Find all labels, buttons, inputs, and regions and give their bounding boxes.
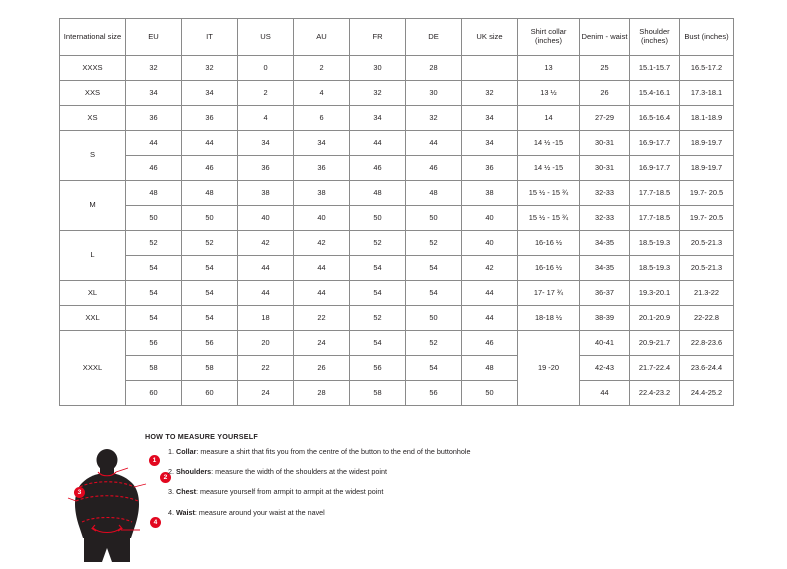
table-cell: 25	[580, 56, 630, 81]
table-cell: 34-35	[580, 231, 630, 256]
table-cell: 56	[406, 381, 462, 406]
table-cell: 52	[350, 306, 406, 331]
size-label-cell: XL	[60, 281, 126, 306]
table-cell: 18-18 ½	[518, 306, 580, 331]
table-cell: 48	[406, 181, 462, 206]
table-cell: 6	[294, 106, 350, 131]
table-cell: 18.1-18.9	[680, 106, 734, 131]
table-cell: 2	[238, 81, 294, 106]
table-cell: 24	[294, 331, 350, 356]
table-cell: 32-33	[580, 206, 630, 231]
table-cell: 16-16 ½	[518, 231, 580, 256]
table-cell: 18.9-19.7	[680, 131, 734, 156]
table-cell: 38	[462, 181, 518, 206]
table-cell: 19.7- 20.5	[680, 181, 734, 206]
table-row	[60, 381, 734, 406]
table-cell: 32	[406, 106, 462, 131]
table-cell: 16.9-17.7	[630, 156, 680, 181]
measure-instructions	[168, 447, 638, 528]
table-row	[60, 181, 734, 206]
table-cell: 54	[182, 281, 238, 306]
size-label-cell: XXXL	[60, 331, 126, 406]
table-cell: 36	[182, 106, 238, 131]
table-cell: 34	[462, 131, 518, 156]
table-cell: 44	[238, 256, 294, 281]
table-cell: 16.5-17.2	[680, 56, 734, 81]
instruction-term: Collar	[176, 447, 197, 456]
table-cell: 22	[294, 306, 350, 331]
table-cell: 34	[238, 131, 294, 156]
table-cell: 54	[350, 331, 406, 356]
table-cell: 36	[294, 156, 350, 181]
body-diagram	[60, 446, 180, 564]
table-cell: 48	[126, 181, 182, 206]
table-cell: 34	[126, 81, 182, 106]
column-header: Shoulder (inches)	[630, 19, 680, 56]
table-cell: 27-29	[580, 106, 630, 131]
size-label-cell: S	[60, 131, 126, 181]
table-cell: 17.7-18.5	[630, 181, 680, 206]
table-cell: 30	[350, 56, 406, 81]
table-cell: 52	[126, 231, 182, 256]
table-cell: 20.5-21.3	[680, 231, 734, 256]
table-cell: 34	[462, 106, 518, 131]
table-cell: 50	[350, 206, 406, 231]
column-header: Bust (inches)	[680, 19, 734, 56]
table-row	[60, 256, 734, 281]
size-table	[59, 18, 734, 406]
table-cell: 40	[294, 206, 350, 231]
table-cell: 22.4-23.2	[630, 381, 680, 406]
table-cell: 48	[182, 181, 238, 206]
table-cell: 20.5-21.3	[680, 256, 734, 281]
table-cell: 32	[350, 81, 406, 106]
table-row	[60, 106, 734, 131]
table-cell: 44	[126, 131, 182, 156]
table-cell: 30	[406, 81, 462, 106]
table-cell: 44	[462, 281, 518, 306]
table-cell: 44	[182, 131, 238, 156]
column-header: International size	[60, 19, 126, 56]
table-cell: 54	[126, 281, 182, 306]
table-cell: 13	[518, 56, 580, 81]
instruction-text: : measure a shirt that fits you from the centre of the button to the end of the buttonhole	[196, 447, 471, 456]
table-row	[60, 356, 734, 381]
table-cell: 54	[406, 356, 462, 381]
table-header-row	[60, 19, 734, 56]
size-label-cell: M	[60, 181, 126, 231]
table-cell: 24	[238, 381, 294, 406]
table-row	[60, 306, 734, 331]
table-cell: 46	[350, 156, 406, 181]
table-cell: 54	[126, 256, 182, 281]
table-cell: 4	[294, 81, 350, 106]
table-cell: 17- 17 ¾	[518, 281, 580, 306]
table-cell: 20.9-21.7	[630, 331, 680, 356]
table-cell: 14 ½ -15	[518, 156, 580, 181]
size-label-cell: XXL	[60, 306, 126, 331]
table-cell: 60	[182, 381, 238, 406]
table-cell: 30-31	[580, 156, 630, 181]
instruction-number: 1.	[168, 447, 174, 456]
table-cell: 32-33	[580, 181, 630, 206]
table-cell: 48	[462, 356, 518, 381]
table-cell: 58	[182, 356, 238, 381]
table-cell: 32	[462, 81, 518, 106]
instruction-item	[168, 508, 638, 518]
table-cell: 50	[182, 206, 238, 231]
table-cell: 54	[406, 256, 462, 281]
table-cell: 40	[238, 206, 294, 231]
table-cell: 50	[406, 206, 462, 231]
table-cell: 17.7-18.5	[630, 206, 680, 231]
table-cell: 23.6-24.4	[680, 356, 734, 381]
table-cell: 30-31	[580, 131, 630, 156]
table-cell: 36	[126, 106, 182, 131]
table-cell: 34	[182, 81, 238, 106]
table-cell: 44	[462, 306, 518, 331]
column-header: Denim - waist	[580, 19, 630, 56]
table-cell: 24.4-25.2	[680, 381, 734, 406]
column-header: FR	[350, 19, 406, 56]
table-cell: 50	[126, 206, 182, 231]
size-label-cell: L	[60, 231, 126, 281]
table-cell: 14 ½ -15	[518, 131, 580, 156]
table-cell: 21.7-22.4	[630, 356, 680, 381]
table-cell: 56	[126, 331, 182, 356]
column-header: EU	[126, 19, 182, 56]
table-cell: 44	[580, 381, 630, 406]
table-cell: 22	[238, 356, 294, 381]
table-cell: 52	[182, 231, 238, 256]
size-table-container	[59, 18, 727, 406]
table-cell: 15.4-16.1	[630, 81, 680, 106]
table-cell: 28	[406, 56, 462, 81]
table-cell: 34	[294, 131, 350, 156]
table-cell: 40	[462, 231, 518, 256]
table-cell: 42	[294, 231, 350, 256]
table-row	[60, 156, 734, 181]
table-cell: 14	[518, 106, 580, 131]
table-row	[60, 231, 734, 256]
table-row	[60, 281, 734, 306]
measure-section-title: HOW TO MEASURE YOURSELF	[145, 432, 258, 441]
instruction-item	[168, 467, 638, 477]
table-cell: 4	[238, 106, 294, 131]
table-cell: 26	[294, 356, 350, 381]
callout-marker-4: 4	[150, 517, 161, 528]
table-cell: 13 ½	[518, 81, 580, 106]
table-cell: 52	[406, 231, 462, 256]
column-header: Shirt collar (inches)	[518, 19, 580, 56]
table-cell: 19.3-20.1	[630, 281, 680, 306]
table-row	[60, 331, 734, 356]
table-cell: 32	[126, 56, 182, 81]
instruction-number: 4.	[168, 507, 174, 517]
table-cell: 46	[462, 331, 518, 356]
table-cell: 28	[294, 381, 350, 406]
callout-marker-1: 1	[149, 455, 160, 466]
table-cell: 52	[406, 331, 462, 356]
table-cell: 56	[182, 331, 238, 356]
instruction-text: : measure yourself from armpit to armpit at the widest point	[195, 487, 384, 497]
table-cell: 38-39	[580, 306, 630, 331]
table-cell: 44	[350, 131, 406, 156]
table-cell: 42	[238, 231, 294, 256]
table-cell: 48	[350, 181, 406, 206]
column-header: AU	[294, 19, 350, 56]
table-cell: 46	[182, 156, 238, 181]
table-cell: 42-43	[580, 356, 630, 381]
table-cell	[462, 56, 518, 81]
instruction-text: : measure around your waist at the navel	[194, 507, 325, 517]
instruction-item	[168, 447, 638, 457]
table-row	[60, 56, 734, 81]
table-cell: 16.5-16.4	[630, 106, 680, 131]
table-cell: 44	[406, 131, 462, 156]
table-cell: 19 -20	[518, 331, 580, 406]
column-header: DE	[406, 19, 462, 56]
table-cell: 20.1-20.9	[630, 306, 680, 331]
table-row	[60, 206, 734, 231]
table-cell: 44	[294, 281, 350, 306]
table-cell: 54	[406, 281, 462, 306]
table-row	[60, 81, 734, 106]
table-cell: 46	[126, 156, 182, 181]
table-cell: 21.3-22	[680, 281, 734, 306]
table-cell: 15.1-15.7	[630, 56, 680, 81]
table-cell: 19.7- 20.5	[680, 206, 734, 231]
size-label-cell: XXXS	[60, 56, 126, 81]
table-cell: 32	[182, 56, 238, 81]
table-cell: 26	[580, 81, 630, 106]
table-cell: 20	[238, 331, 294, 356]
table-cell: 36-37	[580, 281, 630, 306]
instruction-number: 3.	[168, 487, 174, 497]
table-body	[60, 56, 734, 406]
table-cell: 15 ½ - 15 ¾	[518, 206, 580, 231]
table-cell: 44	[238, 281, 294, 306]
table-cell: 36	[462, 156, 518, 181]
table-cell: 22.8-23.6	[680, 331, 734, 356]
instruction-term: Chest	[176, 487, 196, 497]
table-cell: 34-35	[580, 256, 630, 281]
table-cell: 56	[350, 356, 406, 381]
table-cell: 0	[238, 56, 294, 81]
column-header: IT	[182, 19, 238, 56]
table-cell: 38	[238, 181, 294, 206]
table-cell: 54	[350, 281, 406, 306]
instruction-text: : measure the width of the shoulders at the widest point	[211, 467, 387, 477]
column-header: UK size	[462, 19, 518, 56]
table-cell: 18.9-19.7	[680, 156, 734, 181]
table-cell: 16.9-17.7	[630, 131, 680, 156]
table-cell: 44	[294, 256, 350, 281]
table-cell: 42	[462, 256, 518, 281]
callout-marker-2: 2	[160, 472, 171, 483]
table-cell: 17.3-18.1	[680, 81, 734, 106]
table-cell: 58	[350, 381, 406, 406]
table-cell: 46	[406, 156, 462, 181]
table-cell: 54	[182, 256, 238, 281]
callout-marker-3: 3	[74, 487, 85, 498]
table-cell: 54	[182, 306, 238, 331]
table-cell: 36	[238, 156, 294, 181]
table-cell: 18.5-19.3	[630, 256, 680, 281]
table-cell: 15 ½ - 15 ¾	[518, 181, 580, 206]
table-cell: 34	[350, 106, 406, 131]
table-cell: 40-41	[580, 331, 630, 356]
table-cell: 50	[406, 306, 462, 331]
table-cell: 38	[294, 181, 350, 206]
table-cell: 18	[238, 306, 294, 331]
table-cell: 52	[350, 231, 406, 256]
table-cell: 2	[294, 56, 350, 81]
table-cell: 60	[126, 381, 182, 406]
table-cell: 40	[462, 206, 518, 231]
table-cell: 18.5-19.3	[630, 231, 680, 256]
table-row	[60, 131, 734, 156]
instruction-term: Shoulders	[176, 467, 212, 477]
table-cell: 54	[126, 306, 182, 331]
table-cell: 54	[350, 256, 406, 281]
instruction-item	[168, 487, 638, 497]
table-cell: 16-16 ½	[518, 256, 580, 281]
table-cell: 50	[462, 381, 518, 406]
table-cell: 22-22.8	[680, 306, 734, 331]
table-cell: 58	[126, 356, 182, 381]
instruction-number: 2.	[168, 467, 174, 477]
column-header: US	[238, 19, 294, 56]
instruction-term: Waist	[176, 507, 195, 517]
size-label-cell: XXS	[60, 81, 126, 106]
size-label-cell: XS	[60, 106, 126, 131]
